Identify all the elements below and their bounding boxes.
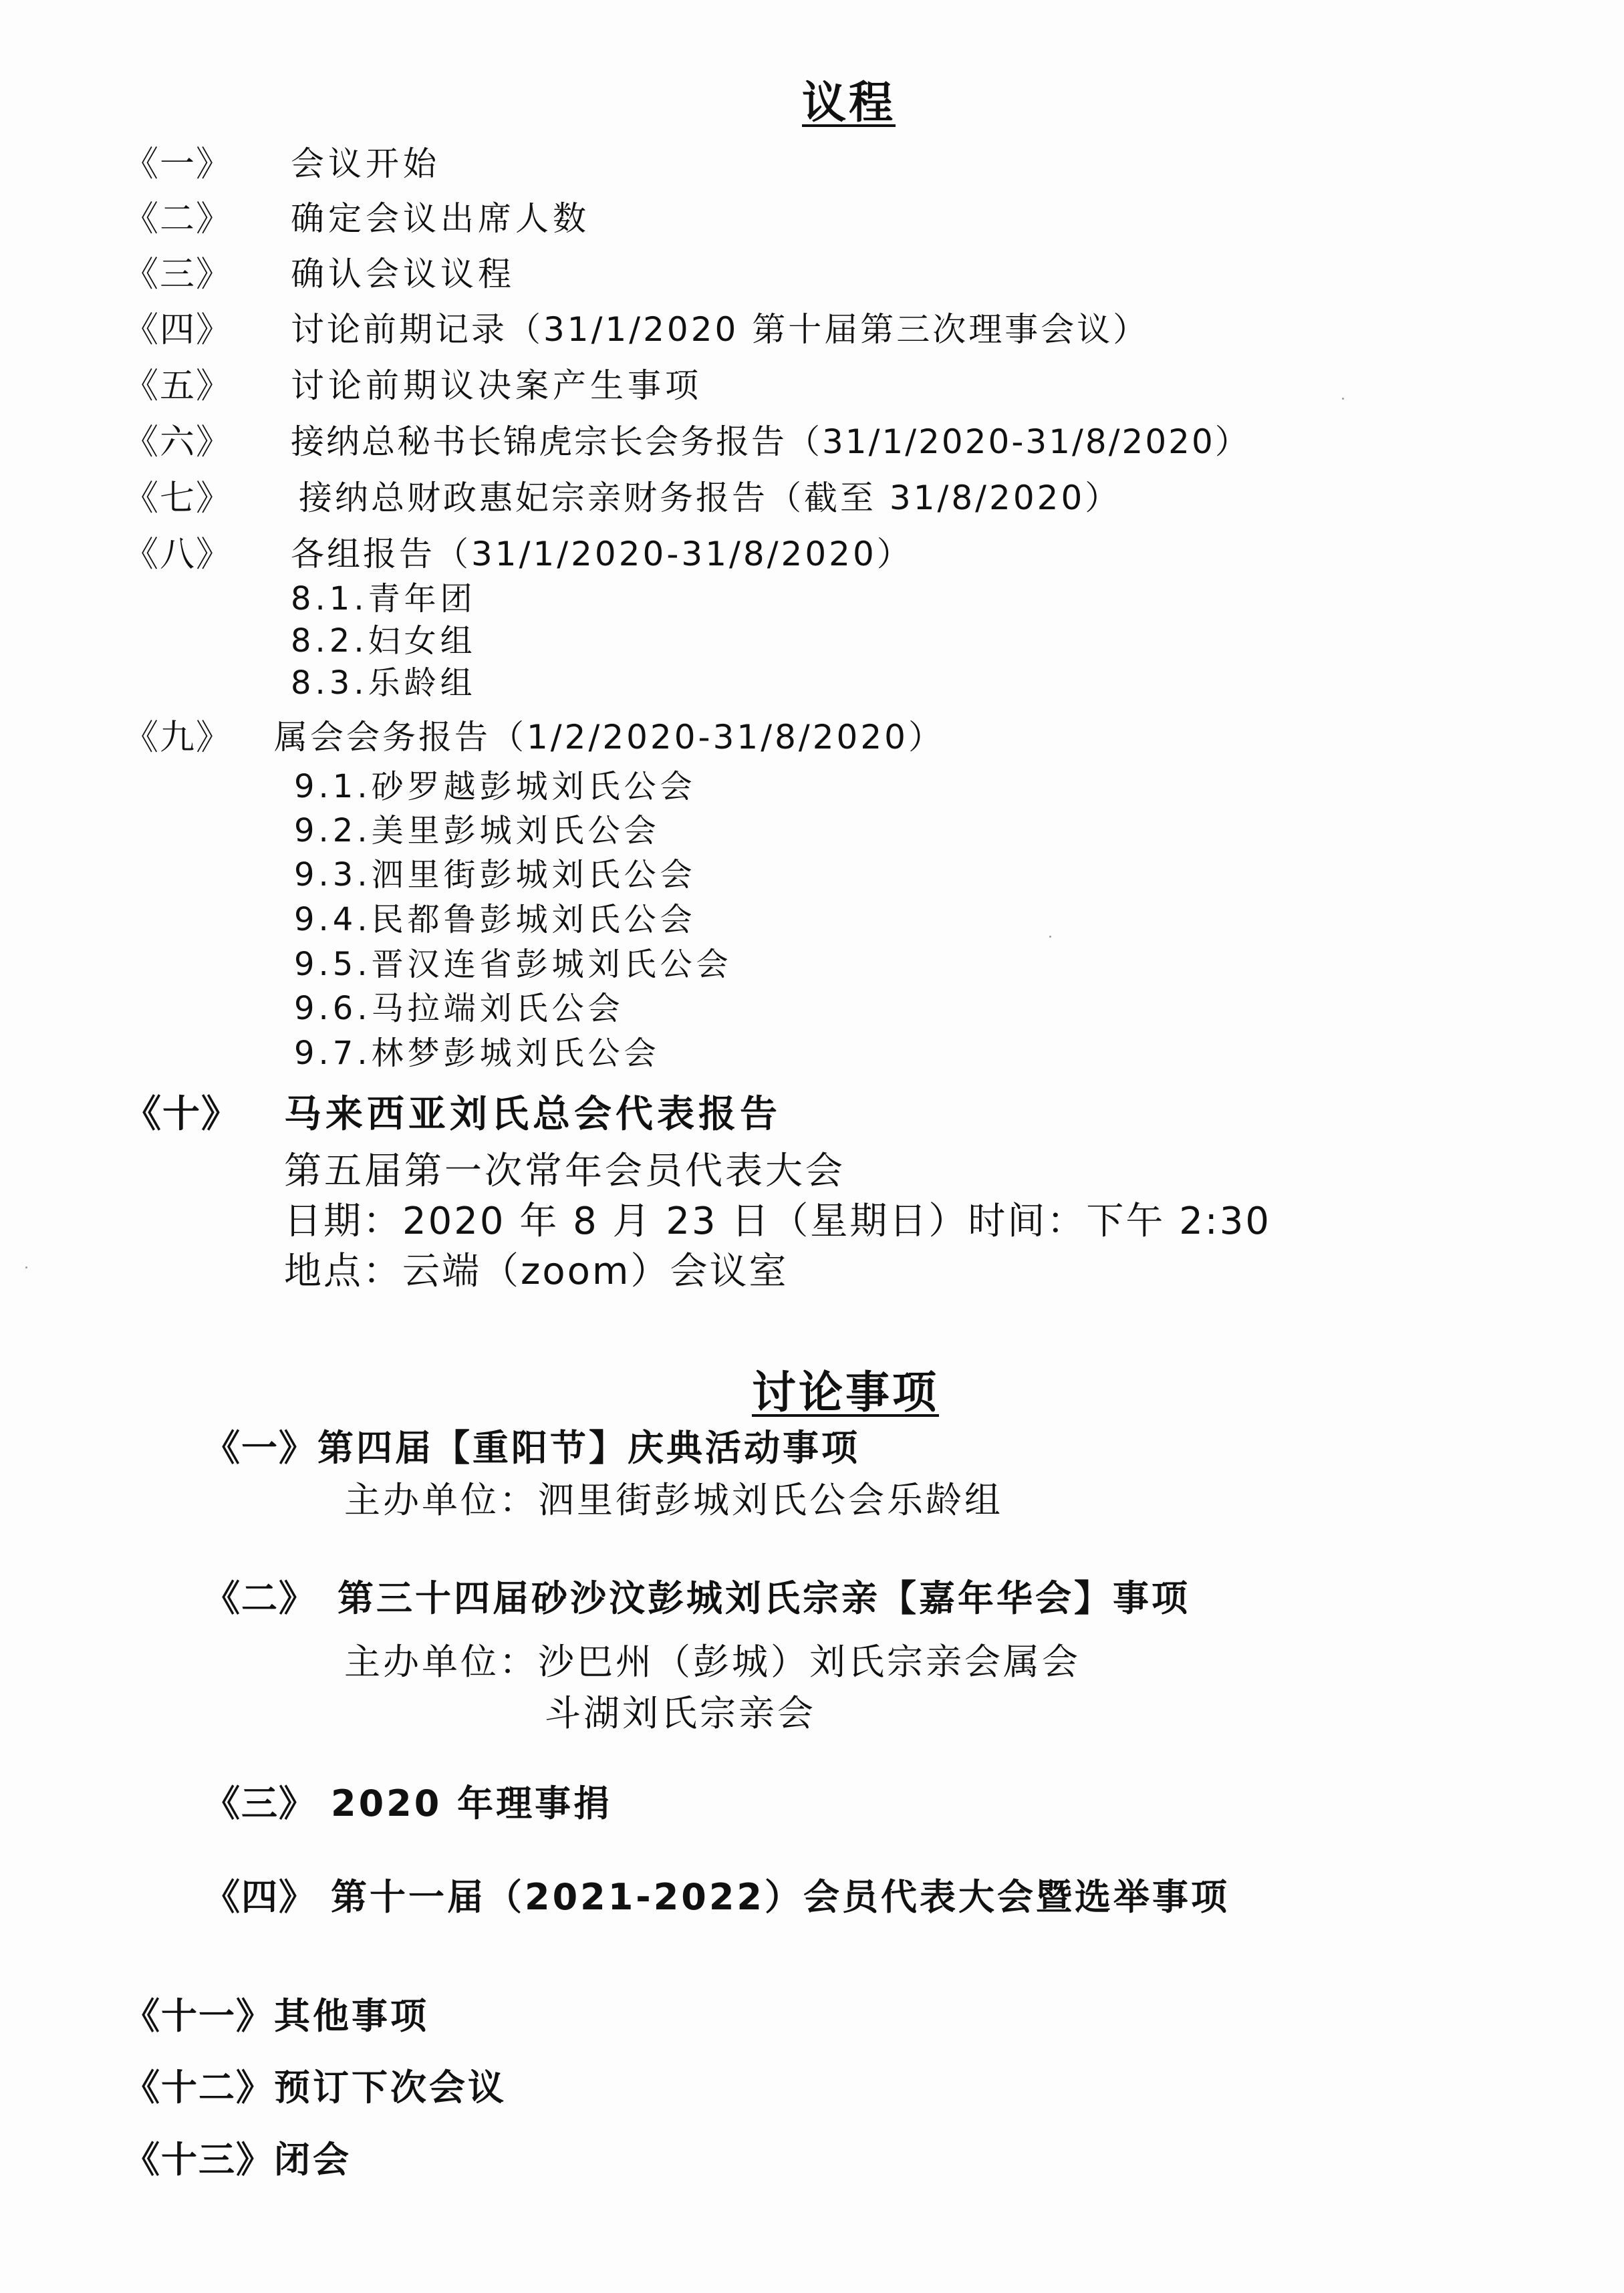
agenda-item-text: 其他事项 bbox=[274, 1995, 429, 2037]
agenda-item-text: 属会会务报告（1/2/2020-31/8/2020） bbox=[274, 718, 944, 757]
agenda-item-number: 《十二》 bbox=[124, 2066, 273, 2109]
agenda-item-number: 《七》 bbox=[124, 479, 233, 519]
agenda-item-text: 各组报告（31/1/2020-31/8/2020） bbox=[291, 535, 913, 573]
scan-speck bbox=[1049, 936, 1051, 938]
sub-item: 9.2.美里彭城刘氏公会 bbox=[294, 812, 660, 849]
meeting-name: 第五届第一次常年会员代表大会 bbox=[284, 1150, 845, 1193]
sub-item: 8.3.乐龄组 bbox=[291, 664, 477, 702]
agenda-item-number: 《三》 bbox=[124, 255, 233, 295]
sub-item: 8.1.青年团 bbox=[291, 580, 477, 618]
sub-item: 9.6.马拉端刘氏公会 bbox=[294, 990, 624, 1027]
agenda-item-text: 接纳总财政惠妃宗亲财务报告（截至 31/8/2020） bbox=[299, 479, 1121, 517]
agenda-item-text: 讨论前期议决案产生事项 bbox=[291, 366, 702, 405]
agenda-item-number: 《六》 bbox=[124, 422, 233, 462]
agenda-item-text: 会议开始 bbox=[291, 144, 440, 183]
agenda-item-number: 《二》 bbox=[124, 199, 233, 239]
agenda-item-text: 预订下次会议 bbox=[274, 2066, 507, 2109]
discussion-item-number: 《三》 bbox=[204, 1782, 316, 1825]
agenda-item-text: 确认会议议程 bbox=[291, 255, 515, 293]
meeting-location: 地点：云端（zoom）会议室 bbox=[284, 1250, 789, 1293]
scan-speck bbox=[1342, 398, 1344, 400]
agenda-item-text: 接纳总秘书长锦虎宗长会务报告（31/1/2020-31/8/2020） bbox=[291, 422, 1250, 461]
discussion-item-number: 《四》 bbox=[204, 1876, 316, 1918]
sub-item: 9.4.民都鲁彭城刘氏公会 bbox=[294, 901, 696, 938]
organizer: 斗湖刘氏宗亲会 bbox=[545, 1692, 816, 1734]
discussion-item-text: 第四届【重阳节】庆典活动事项 bbox=[317, 1427, 860, 1469]
discussion-item-text: 第十一届（2021-2022）会员代表大会暨选举事项 bbox=[331, 1876, 1230, 1918]
agenda-item-number: 《一》 bbox=[124, 144, 233, 184]
agenda-item-number: 《九》 bbox=[124, 718, 233, 758]
agenda-title: 议程 bbox=[802, 77, 896, 128]
discussion-title: 讨论事项 bbox=[752, 1367, 939, 1418]
agenda-item-text: 确定会议出席人数 bbox=[291, 199, 590, 238]
discussion-item-number: 《一》 bbox=[204, 1427, 316, 1469]
agenda-item-number: 《八》 bbox=[124, 535, 233, 575]
agenda-item-number: 《五》 bbox=[124, 366, 233, 406]
sub-item: 9.1.砂罗越彭城刘氏公会 bbox=[294, 768, 696, 805]
organizer: 主办单位：泗里街彭城刘氏公会乐龄组 bbox=[344, 1479, 1003, 1521]
agenda-item-number: 《十一》 bbox=[124, 1995, 273, 2037]
agenda-item-text: 讨论前期记录（31/1/2020 第十届第三次理事会议） bbox=[291, 310, 1149, 349]
agenda-item-text: 闭会 bbox=[274, 2139, 352, 2181]
sub-item: 8.2.妇女组 bbox=[291, 622, 477, 660]
agenda-item-text: 马来西亚刘氏总会代表报告 bbox=[284, 1093, 781, 1136]
sub-item: 9.7.林梦彭城刘氏公会 bbox=[294, 1035, 660, 1072]
meeting-date-time: 日期：2020 年 8 月 23 日（星期日）时间：下午 2:30 bbox=[284, 1200, 1271, 1243]
scan-speck bbox=[25, 1266, 27, 1268]
sub-item: 9.5.晋汉连省彭城刘氏公会 bbox=[294, 946, 732, 983]
discussion-item-number: 《二》 bbox=[204, 1577, 316, 1619]
discussion-item-text: 2020 年理事捐 bbox=[331, 1782, 613, 1825]
agenda-item-number: 《十三》 bbox=[124, 2139, 273, 2181]
agenda-item-number: 《十》 bbox=[124, 1093, 240, 1136]
organizer: 主办单位：沙巴州（彭城）刘氏宗亲会属会 bbox=[344, 1641, 1081, 1683]
sub-item: 9.3.泗里街彭城刘氏公会 bbox=[294, 856, 696, 894]
agenda-item-number: 《四》 bbox=[124, 310, 233, 350]
discussion-item-text: 第三十四届砂沙汶彭城刘氏宗亲【嘉年华会】事项 bbox=[337, 1577, 1190, 1619]
